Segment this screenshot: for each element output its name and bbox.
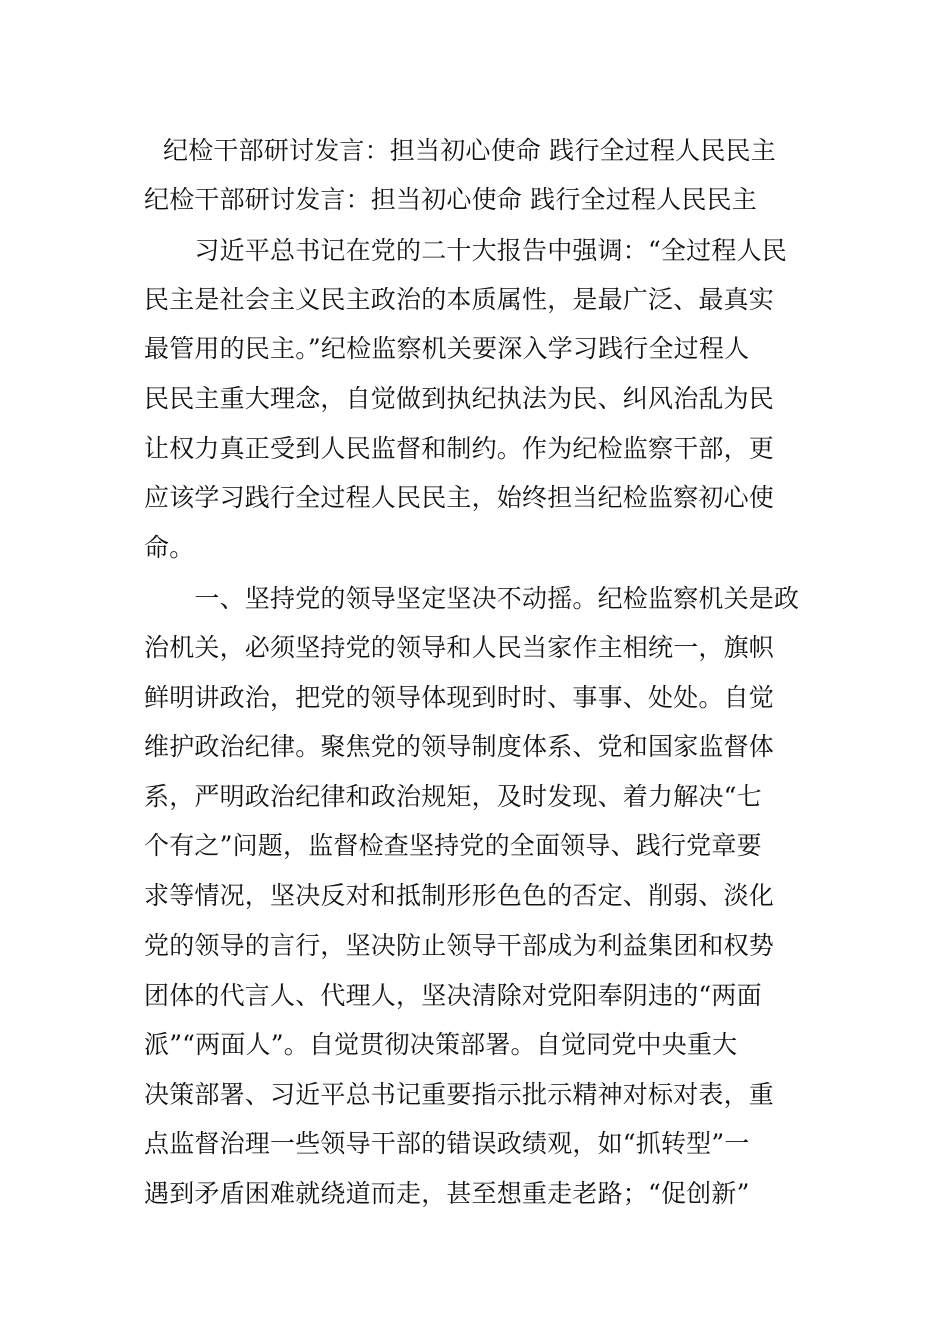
body-line: 最管用的民主。”纪检监察机关要深入学习践行全过程人 — [144, 334, 750, 363]
document-subtitle: 纪检干部研讨发言：担当初心使命 践行全过程人民民主 — [144, 185, 757, 214]
document-title: 纪检干部研讨发言：担当初心使命 践行全过程人民民主 — [163, 136, 776, 165]
body-line: 命。 — [144, 533, 195, 562]
body-line: 一、坚持党的领导坚定坚决不动摇。纪检监察机关是政 — [144, 584, 800, 613]
body-line: 遇到矛盾困难就绕道而走，甚至想重走老路；“促创新” — [144, 1179, 750, 1208]
body-line: 党的领导的言行，坚决防止领导干部成为利益集团和权势 — [144, 931, 775, 960]
body-line: 决策部署、习近平总书记重要指示批示精神对标对表，重 — [144, 1080, 775, 1109]
body-line: 习近平总书记在党的二十大报告中强调：“全过程人民 — [144, 236, 787, 265]
body-line: 求等情况，坚决反对和抵制形形色色的否定、削弱、淡化 — [144, 881, 775, 910]
body-line: 治机关，必须坚持党的领导和人民当家作主相统一，旗帜 — [144, 633, 775, 662]
body-line: 民民主重大理念，自觉做到执纪执法为民、纠风治乱为民 — [144, 384, 775, 413]
body-line: 鲜明讲政治，把党的领导体现到时时、事事、处处。自觉 — [144, 683, 775, 712]
body-line: 民主是社会主义民主政治的本质属性，是最广泛、最真实 — [144, 285, 775, 314]
body-line: 维护政治纪律。聚焦党的领导制度体系、党和国家监督体 — [144, 732, 775, 761]
body-line: 团体的代言人、代理人，坚决清除对党阳奉阴违的“两面 — [144, 981, 762, 1010]
body-line: 让权力真正受到人民监督和制约。作为纪检监察干部，更 — [144, 434, 775, 463]
body-line: 点监督治理一些领导干部的错误政绩观，如“抓转型”一 — [144, 1129, 750, 1158]
body-line: 派”“两面人”。自觉贯彻决策部署。自觉同党中央重大 — [144, 1030, 738, 1059]
body-line: 个有之”问题，监督检查坚持党的全面领导、践行党章要 — [144, 831, 762, 860]
body-line: 应该学习践行全过程人民民主，始终担当纪检监察初心使 — [144, 483, 775, 512]
body-line: 系，严明政治纪律和政治规矩，及时发现、着力解决“七 — [144, 782, 762, 811]
